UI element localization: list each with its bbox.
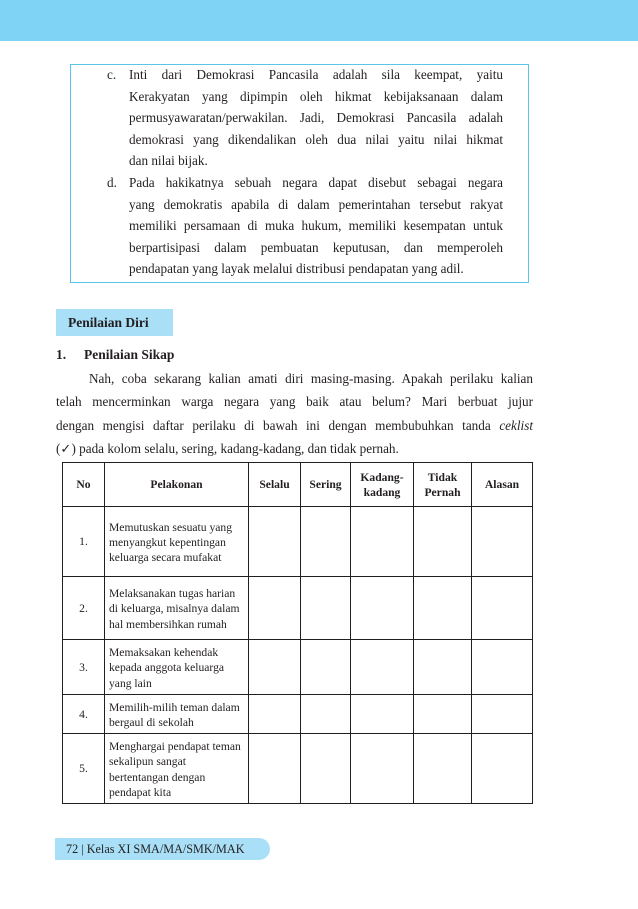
header-sering: Sering	[301, 463, 351, 507]
cell-kadang-kadang[interactable]	[351, 577, 414, 640]
row-number: 5.	[63, 734, 105, 804]
cell-alasan[interactable]	[472, 734, 533, 804]
item-letter: c.	[107, 67, 117, 82]
section-heading	[56, 346, 174, 364]
table-row	[63, 734, 533, 804]
cell-tidak-pernah[interactable]	[414, 577, 472, 640]
top-color-band	[0, 0, 638, 41]
paragraph-line	[56, 414, 533, 437]
page-footer: 72 | Kelas XI SMA/MA/SMK/MAK	[55, 838, 270, 860]
cell-kadang-kadang[interactable]	[351, 734, 414, 804]
paragraph-line: telah mencerminkan warga negara yang baik atau belum? Mari berbuat jujur	[56, 394, 533, 410]
section-title: Penilaian Sikap	[84, 347, 175, 362]
row-activity: Menghargai pendapat teman sekalipun sangat bertentangan dengan pendapat kita	[105, 734, 249, 804]
cell-kadang-kadang[interactable]	[351, 640, 414, 695]
header-no: No	[63, 463, 105, 507]
item-letter: d.	[107, 175, 117, 190]
section-number: 1.	[56, 347, 67, 362]
cell-sering[interactable]	[301, 577, 351, 640]
cell-selalu[interactable]	[249, 507, 301, 577]
item-line: Kerakyatan yang dipimpin oleh hikmat kebijaksanaan dalam	[129, 88, 503, 104]
table-row	[63, 640, 533, 695]
cell-sering[interactable]	[301, 695, 351, 734]
cell-kadang-kadang[interactable]	[351, 695, 414, 734]
cell-alasan[interactable]	[472, 695, 533, 734]
cell-tidak-pernah[interactable]	[414, 695, 472, 734]
row-activity: Memaksakan kehendak kepada anggota keluarga yang lain	[105, 640, 249, 695]
cell-alasan[interactable]	[472, 577, 533, 640]
item-line: pendapatan yang layak melalui distribusi pendapatan yang adil.	[129, 261, 464, 277]
header-alasan: Alasan	[472, 463, 533, 507]
cell-sering[interactable]	[301, 734, 351, 804]
header-pelakonan: Pelakonan	[105, 463, 249, 507]
row-number: 3.	[63, 640, 105, 695]
assessment-table	[62, 462, 533, 804]
summary-item-c	[107, 64, 503, 172]
cell-tidak-pernah[interactable]	[414, 507, 472, 577]
row-activity: Memilih-milih teman dalam bergaul di sekolah	[105, 695, 249, 734]
item-line: dan nilai bijak.	[129, 153, 208, 169]
row-activity: Memutuskan sesuatu yang menyangkut kepentingan keluarga secara mufakat	[105, 507, 249, 577]
item-line: berpartisipasi dalam pembuatan keputusan, dan memperoleh	[129, 239, 503, 255]
header-kadang-kadang: Kadang- kadang	[351, 463, 414, 507]
cell-alasan[interactable]	[472, 640, 533, 695]
item-line: yang demokratis apabila di dalam pemerintahan tersebut rakyat	[129, 196, 503, 212]
cell-alasan[interactable]	[472, 507, 533, 577]
cell-tidak-pernah[interactable]	[414, 640, 472, 695]
table-row	[63, 507, 533, 577]
header-tidak-pernah: Tidak Pernah	[414, 463, 472, 507]
table-row	[63, 577, 533, 640]
table-header-row	[63, 463, 533, 507]
row-number: 2.	[63, 577, 105, 640]
summary-item-d	[107, 172, 503, 280]
cell-selalu[interactable]	[249, 577, 301, 640]
cell-selalu[interactable]	[249, 695, 301, 734]
table-row	[63, 695, 533, 734]
paragraph-line: Nah, coba sekarang kalian amati diri masing-masing. Apakah perilaku kalian	[89, 371, 533, 386]
cell-sering[interactable]	[301, 640, 351, 695]
section-tag: Penilaian Diri	[56, 309, 173, 336]
row-number: 1.	[63, 507, 105, 577]
cell-kadang-kadang[interactable]	[351, 507, 414, 577]
ceklist-term: ceklist	[499, 417, 533, 433]
row-activity: Melaksanakan tugas harian di keluarga, misalnya dalam hal membersihkan rumah	[105, 577, 249, 640]
header-selalu: Selalu	[249, 463, 301, 507]
item-line: permusyawaratan/perwakilan. Jadi, Demokrasi Pancasila adalah	[129, 110, 503, 126]
paragraph-text: dengan mengisi daftar perilaku di bawah ini dengan membubuhkan tanda	[56, 417, 491, 433]
cell-selalu[interactable]	[249, 640, 301, 695]
item-line: memiliki persamaan di muka hukum, memiliki kesempatan untuk	[129, 218, 503, 234]
paragraph-line: (✓) pada kolom selalu, sering, kadang-kadang, dan tidak pernah.	[56, 440, 399, 456]
cell-selalu[interactable]	[249, 734, 301, 804]
cell-sering[interactable]	[301, 507, 351, 577]
cell-tidak-pernah[interactable]	[414, 734, 472, 804]
item-line: Pada hakikatnya sebuah negara dapat disebut sebagai negara	[129, 175, 503, 190]
item-line: demokrasi yang dikendalikan oleh dua nilai yaitu nilai hikmat	[129, 131, 503, 147]
row-number: 4.	[63, 695, 105, 734]
item-line: Inti dari Demokrasi Pancasila adalah sila keempat, yaitu	[129, 67, 503, 82]
instruction-paragraph	[56, 367, 533, 460]
